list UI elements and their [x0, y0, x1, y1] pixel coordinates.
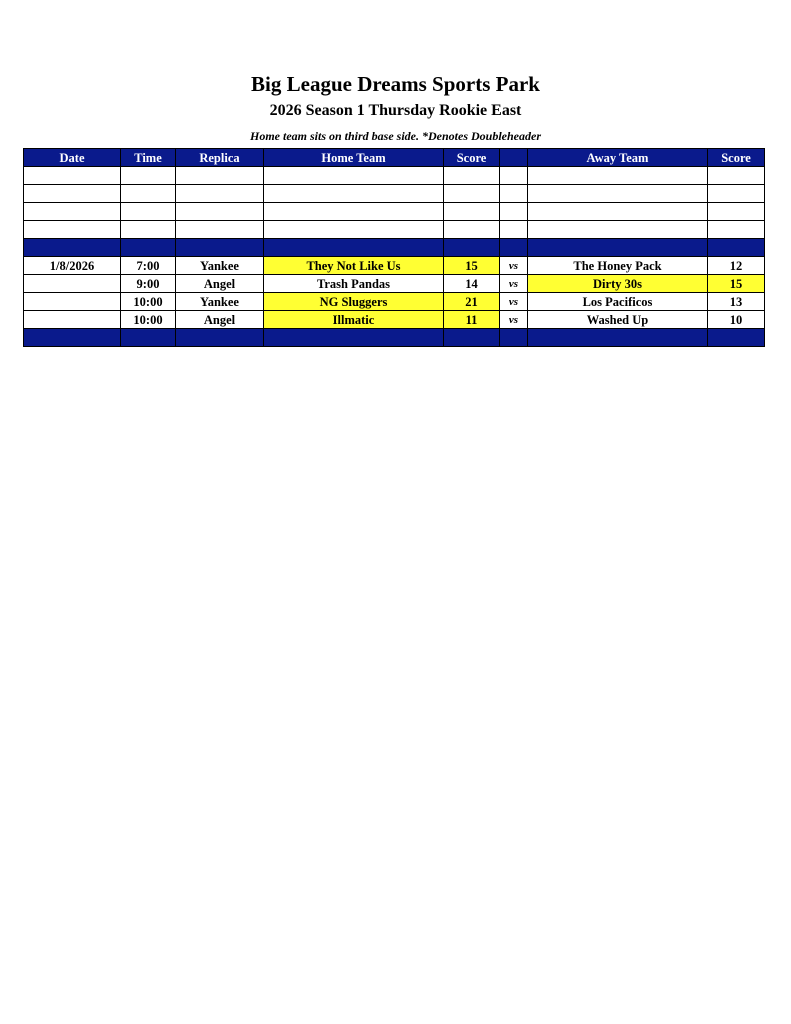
separator-row	[24, 239, 765, 257]
blank-row	[24, 203, 765, 221]
away-team: Dirty 30s	[528, 275, 708, 293]
game-replica: Yankee	[176, 293, 264, 311]
home-score: 11	[444, 311, 500, 329]
away-team: Washed Up	[528, 311, 708, 329]
vs-label: vs	[500, 275, 528, 293]
game-row	[24, 275, 765, 293]
game-time: 7:00	[121, 257, 176, 275]
page-subtitle: 2026 Season 1 Thursday Rookie East	[269, 102, 522, 119]
away-team: The Honey Pack	[528, 257, 708, 275]
home-score: 15	[444, 257, 500, 275]
home-team: Illmatic	[264, 311, 444, 329]
blank-row	[24, 221, 765, 239]
game-date: 1/8/2026	[24, 257, 121, 275]
game-replica: Yankee	[176, 257, 264, 275]
game-row	[24, 257, 765, 275]
blank-row	[24, 167, 765, 185]
game-row	[24, 293, 765, 311]
home-team: NG Sluggers	[264, 293, 444, 311]
col-time: Time	[121, 149, 176, 167]
away-score: 15	[708, 275, 765, 293]
col-away-team: Away Team	[528, 149, 708, 167]
home-team: They Not Like Us	[264, 257, 444, 275]
separator-row	[24, 329, 765, 347]
game-time: 9:00	[121, 275, 176, 293]
away-score: 13	[708, 293, 765, 311]
col-home-team: Home Team	[264, 149, 444, 167]
away-score: 12	[708, 257, 765, 275]
away-score: 10	[708, 311, 765, 329]
game-replica: Angel	[176, 275, 264, 293]
header-row	[24, 149, 765, 167]
schedule-table	[23, 148, 765, 347]
schedule-note: Home team sits on third base side. *Denotes Doubleheader	[250, 129, 541, 143]
game-replica: Angel	[176, 311, 264, 329]
page-title: Big League Dreams Sports Park	[251, 72, 540, 96]
game-date	[24, 293, 121, 311]
game-time: 10:00	[121, 311, 176, 329]
col-vs	[500, 149, 528, 167]
game-row	[24, 311, 765, 329]
home-score: 14	[444, 275, 500, 293]
home-team: Trash Pandas	[264, 275, 444, 293]
vs-label: vs	[500, 311, 528, 329]
col-date: Date	[24, 149, 121, 167]
col-replica: Replica	[176, 149, 264, 167]
vs-label: vs	[500, 257, 528, 275]
home-score: 21	[444, 293, 500, 311]
game-time: 10:00	[121, 293, 176, 311]
vs-label: vs	[500, 293, 528, 311]
game-date	[24, 275, 121, 293]
col-home-score: Score	[444, 149, 500, 167]
blank-row	[24, 185, 765, 203]
col-away-score: Score	[708, 149, 765, 167]
game-date	[24, 311, 121, 329]
away-team: Los Pacificos	[528, 293, 708, 311]
